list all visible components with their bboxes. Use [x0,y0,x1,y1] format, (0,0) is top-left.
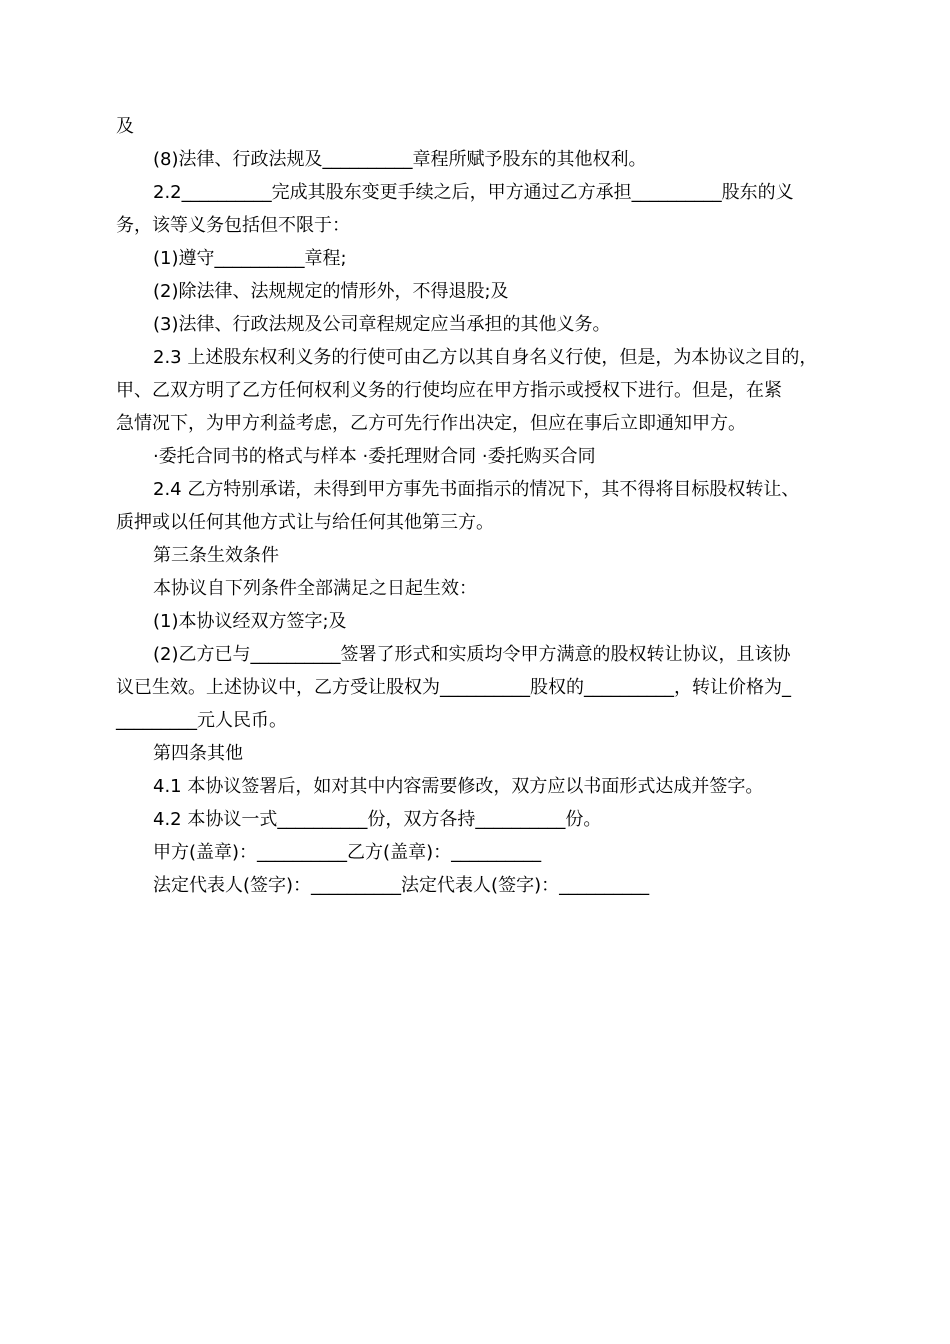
text-line-condition-2: (2)乙方已与__________签署了形式和实质均令甲方满意的股权转让协议，且该协 [153,644,791,665]
text-line-duty-2: (2)除法律、法规规定的情形外，不得退股;及 [153,281,509,302]
text-line-clause-2-2-cont: 务，该等义务包括但不限于： [116,215,350,236]
section-heading-article-3: 第三条生效条件 [153,545,279,566]
signature-line-representatives: 法定代表人(签字)：__________法定代表人(签字)：__________ [153,875,650,896]
text-line-condition-2-cont2: _________元人民币。 [116,710,287,731]
text-line-clause-2-2: 2.2__________完成其股东变更手续之后，甲方通过乙方承担__________股东的义 [153,182,794,203]
text-line-clause-2-4: 2.4 乙方特别承诺，未得到甲方事先书面指示的情况下，其不得将目标股权转让、 [153,479,800,500]
section-heading-article-4: 第四条其他 [153,743,243,764]
text-line-continuation: 及 [116,116,134,137]
text-line-clause-2-3-cont1: 甲、乙双方明了乙方任何权利义务的行使均应在甲方指示或授权下进行。但是，在紧 [116,380,782,401]
text-line-duty-1: (1)遵守__________章程; [153,248,347,269]
text-line-duty-3: (3)法律、行政法规及公司章程规定应当承担的其他义务。 [153,314,611,335]
text-line-effective-intro: 本协议自下列条件全部满足之日起生效： [153,578,477,599]
text-line-clause-4-1: 4.1 本协议签署后，如对其中内容需要修改，双方应以书面形式达成并签字。 [153,776,764,797]
text-line-clause-2-4-cont: 质押或以任何其他方式让与给任何其他第三方。 [116,512,494,533]
text-line-condition-2-cont1: 议已生效。上述协议中，乙方受让股权为__________股权的__________，转让价格为_ [116,677,791,698]
text-line-condition-1: (1)本协议经双方签字;及 [153,611,347,632]
text-line-clause-2-3: 2.3 上述股东权利义务的行使可由乙方以其自身名义行使，但是，为本协议之目的， [153,347,818,368]
text-line-right-8: (8)法律、行政法规及__________章程所赋予股东的其他权利。 [153,149,647,170]
signature-line-seals: 甲方(盖章)：__________乙方(盖章)：__________ [153,842,542,863]
text-line-clause-2-3-cont2: 急情况下，为甲方利益考虑，乙方可先行作出决定，但应在事后立即通知甲方。 [116,413,746,434]
text-line-clause-4-2: 4.2 本协议一式__________份，双方各持__________份。 [153,809,602,830]
related-links-line: ·委托合同书的格式与样本 ·委托理财合同 ·委托购买合同 [153,446,596,467]
